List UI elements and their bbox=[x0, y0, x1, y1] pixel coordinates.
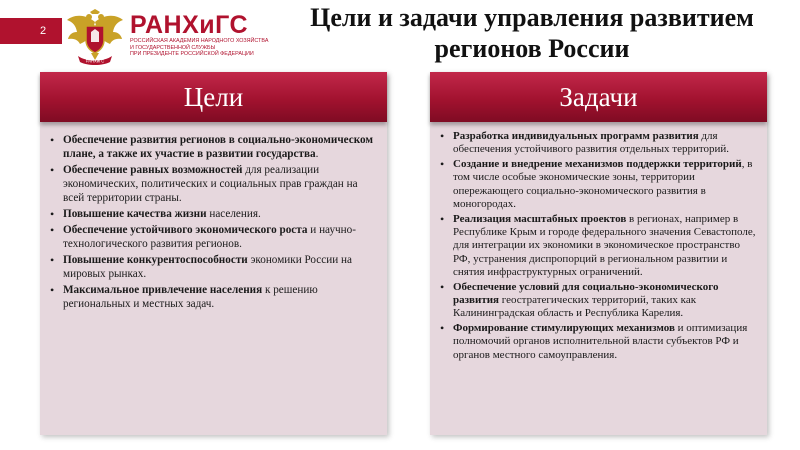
tasks-panel bbox=[430, 72, 767, 435]
logo-subtitle-line: ПРИ ПРЕЗИДЕНТЕ РОССИЙСКОЙ ФЕДЕРАЦИИ bbox=[130, 51, 254, 58]
goal-item-text: и научно-технологического развития регионов. bbox=[63, 223, 356, 250]
task-item bbox=[430, 130, 757, 157]
goal-item bbox=[40, 133, 375, 161]
goals-panel bbox=[40, 72, 387, 435]
goal-item bbox=[40, 283, 375, 311]
goal-item-text: к решению региональных и местных задач. bbox=[63, 283, 318, 310]
slide-number: 2 bbox=[0, 18, 62, 44]
goals-list bbox=[40, 122, 387, 311]
goal-item-text: . bbox=[315, 148, 319, 161]
goal-item bbox=[40, 253, 375, 281]
goals-header: Цели bbox=[40, 72, 387, 122]
task-item bbox=[430, 158, 757, 211]
tasks-list bbox=[430, 122, 767, 362]
goal-item-text: экономики России на мировых рынках. bbox=[63, 253, 352, 280]
task-item-bold: Формирование стимулирующих механизмов bbox=[453, 322, 675, 335]
goal-item-text: для реализации экономических, политических и социальных прав граждан на всей территории страны. bbox=[63, 163, 358, 205]
task-item-text: и оптимизация полномочий органов исполнительной власти субъектов РФ и органов местного самоуправления. bbox=[453, 322, 748, 361]
goal-item-bold: Повышение конкурентоспособности bbox=[63, 253, 248, 266]
goal-item-bold: Максимальное привлечение населения bbox=[63, 283, 263, 296]
logo-subtitle-line: РОССИЙСКАЯ АКАДЕМИЯ НАРОДНОГО ХОЗЯЙСТВА bbox=[130, 38, 269, 44]
goal-item bbox=[40, 207, 375, 221]
task-item-text: для обеспечения устойчивого развития отдельных территорий. bbox=[453, 130, 730, 156]
task-item-bold: Создание и внедрение механизмов поддержки территорий bbox=[453, 158, 742, 171]
task-item-text: геостратегических территорий, таких как Калининградская область и Республика Карелия. bbox=[453, 294, 697, 320]
task-item bbox=[430, 322, 757, 362]
task-item bbox=[430, 281, 757, 321]
task-item-text: , в том числе особые экономические зоны, территории опережающего социально-экономического развития в моногородах. bbox=[453, 158, 753, 210]
logo bbox=[130, 11, 269, 58]
ranepa-emblem-icon bbox=[64, 8, 126, 68]
goal-item bbox=[40, 223, 375, 251]
tasks-header: Задачи bbox=[430, 72, 767, 122]
logo-title: РАНХиГС bbox=[130, 11, 249, 39]
task-item bbox=[430, 213, 757, 279]
goal-item-bold: Обеспечение равных возможностей bbox=[63, 163, 243, 176]
goal-item-bold: Повышение качества жизни bbox=[63, 208, 207, 221]
goal-item bbox=[40, 163, 375, 206]
task-item-bold: Реализация масштабных проектов bbox=[453, 212, 627, 225]
goal-item-text: населения. bbox=[206, 208, 261, 221]
logo-subtitle-line: И ГОСУДАРСТВЕННОЙ СЛУЖБЫ bbox=[130, 44, 216, 51]
task-item-bold: Разработка индивидуальных программ развития bbox=[453, 130, 699, 142]
page-title: Цели и задачи управления развитием регионов России bbox=[310, 3, 754, 63]
goal-item-bold: Обеспечение устойчивого экономического роста bbox=[63, 223, 308, 236]
goal-item-bold: Обеспечение развития регионов в социально-экономическом плане, а также их участие в развитии государства bbox=[63, 134, 374, 161]
task-item-text: в регионах, например в Республике Крым и городе федерального значения Севастополе, для интеграции их экономики в экономическое пространство РФ, устранения диспропорций в региональном развитии и снятия инфраструктурных ограничений. bbox=[453, 212, 756, 278]
emblem-ribbon-text: РАНХиГС bbox=[85, 58, 105, 64]
task-item-bold: Обеспечение условий для социально-экономического развития bbox=[453, 280, 719, 307]
